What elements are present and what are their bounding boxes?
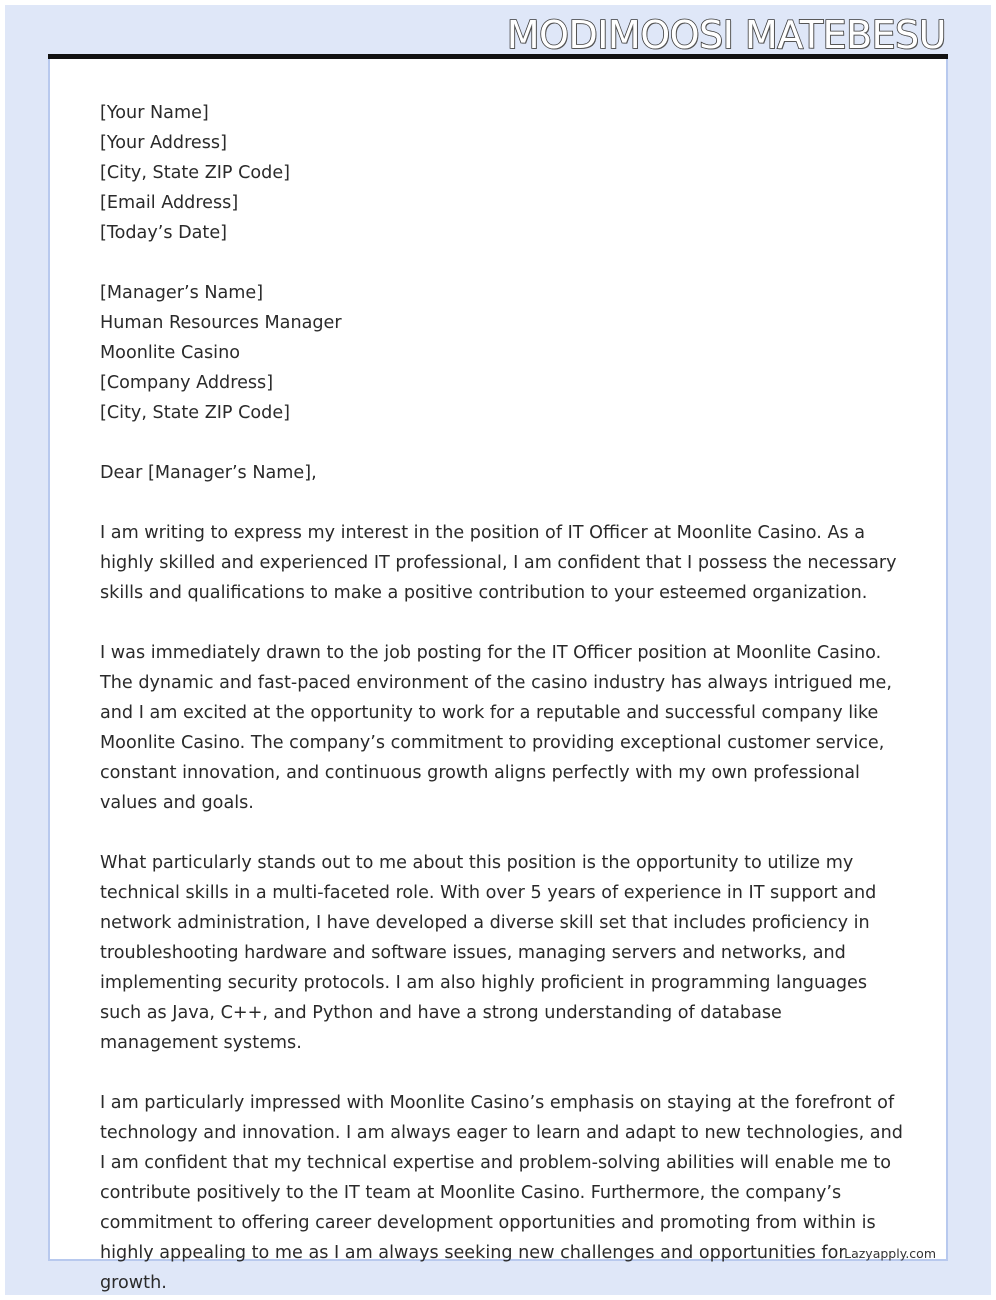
sender-email: [Email Address] <box>100 193 239 213</box>
spacer <box>100 248 905 278</box>
recipient-company: Moonlite Casino <box>100 343 240 363</box>
recipient-title: Human Resources Manager <box>100 313 342 333</box>
sender-address: [Your Address] <box>100 133 227 153</box>
applicant-name-heading: MODIMOOSI MATEBESU <box>506 13 946 57</box>
body-paragraph: I am writing to express my interest in the position of IT Officer at Moonlite Casino. As a highly skilled and experienced IT professional, I am confident that I possess the necessary skills and qualifications to make a positive contribution to your esteemed organization. <box>100 523 897 603</box>
sender-address-block <box>100 98 905 248</box>
recipient-address-block <box>100 278 905 428</box>
watermark-label: Lazyapply.com <box>844 1246 936 1261</box>
body-paragraph: I am particularly impressed with Moonlite Casino’s emphasis on staying at the forefront of technology and innovation. I am always eager to learn and adapt to new technologies, and I am confident that my technical expertise and problem-solving abilities will enable me to contribute positively to the IT team at Moonlite Casino. Furthermore, the company’s commitment to offering career development opportunities and promoting from within is highly appealing to me as I am always seeking new challenges and opportunities for growth. <box>100 1093 903 1293</box>
spacer <box>100 488 905 518</box>
recipient-name: [Manager’s Name] <box>100 283 264 303</box>
cover-letter-body <box>100 98 905 1298</box>
sender-name: [Your Name] <box>100 103 209 123</box>
body-paragraph: I was immediately drawn to the job posting for the IT Officer position at Moonlite Casino. The dynamic and fast-paced environment of the casino industry has always intrigued me, and I am excited at the opportunity to work for a reputable and successful company like Moonlite Casino. The company’s commitment to providing exceptional customer service, constant innovation, and continuous growth aligns perfectly with my own professional values and goals. <box>100 643 892 813</box>
recipient-city-state-zip: [City, State ZIP Code] <box>100 403 291 423</box>
spacer <box>100 428 905 458</box>
sender-city-state-zip: [City, State ZIP Code] <box>100 163 291 183</box>
salutation: Dear [Manager’s Name], <box>100 463 317 483</box>
recipient-address: [Company Address] <box>100 373 274 393</box>
body-paragraph: What particularly stands out to me about this position is the opportunity to utilize my technical skills in a multi-faceted role. With over 5 years of experience in IT support and network administration, I have developed a diverse skill set that includes proficiency in troubleshooting hardware and software issues, managing servers and networks, and implementing security protocols. I am also highly proficient in programming languages such as Java, C++, and Python and have a strong understanding of database management systems. <box>100 853 877 1053</box>
letter-date: [Today’s Date] <box>100 223 228 243</box>
